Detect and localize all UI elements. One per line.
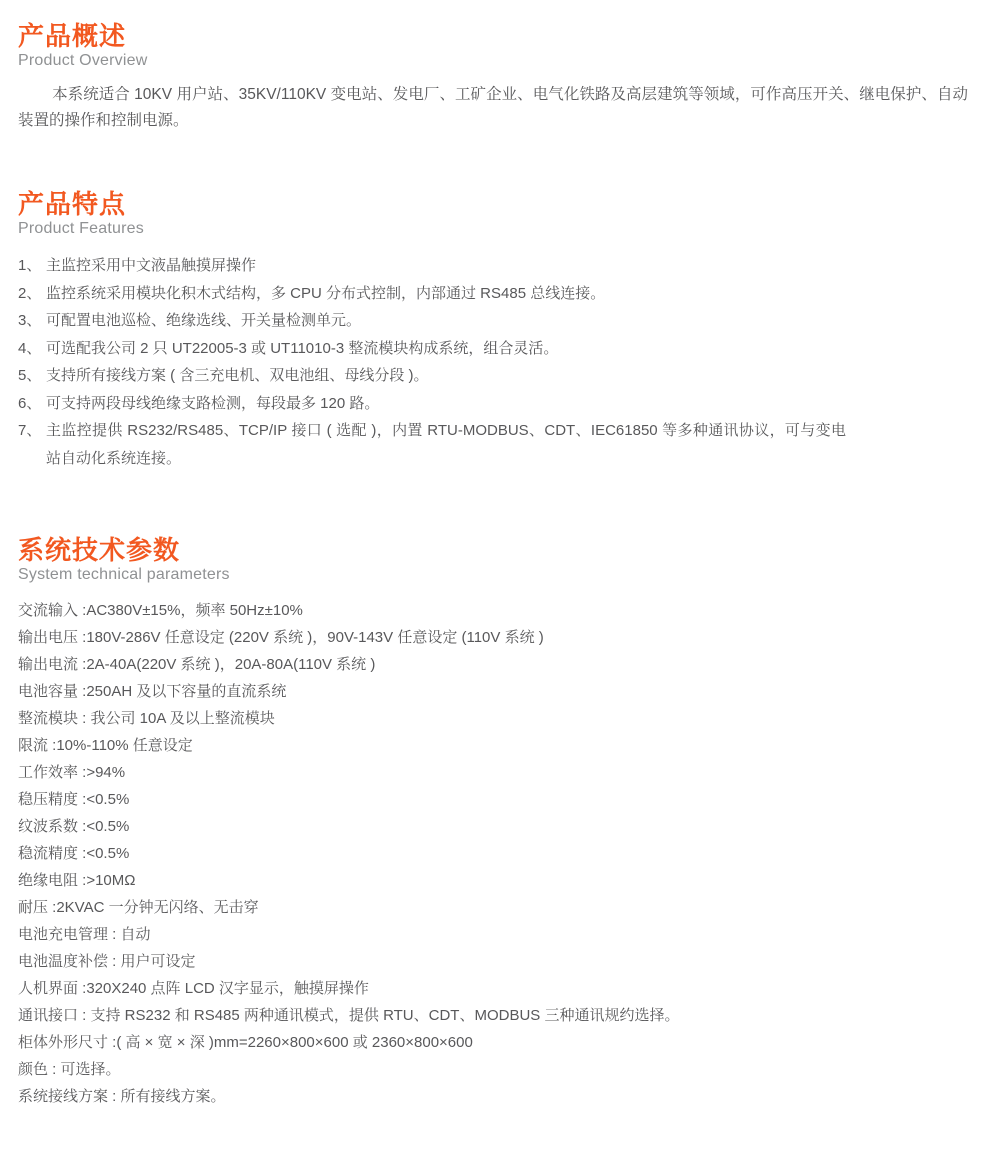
feature-number: 4、 (18, 339, 42, 357)
parameter-line: 绝缘电阻 :>10MΩ (18, 872, 136, 889)
feature-number: 3、 (18, 312, 42, 329)
section-title-overview: 产品概述 (18, 21, 127, 51)
feature-number: 6、 (18, 394, 42, 412)
parameter-list (18, 597, 968, 1110)
parameter-line: 系统接线方案 : 所有接线方案。 (18, 1088, 226, 1105)
parameter-line: 电池温度补偿 : 用户可设定 (18, 953, 196, 970)
feature-number: 5、 (18, 367, 42, 384)
parameter-line: 电池充电管理 : 自动 (18, 926, 151, 943)
section-overview (18, 22, 968, 134)
feature-item (18, 307, 968, 335)
parameter-line: 颜色 : 可选择。 (18, 1061, 121, 1078)
parameter-line: 工作效率 :>94% (18, 764, 126, 781)
parameter-line: 电池容量 :250AH 及以下容量的直流系统 (18, 683, 287, 700)
feature-item (18, 335, 968, 363)
section-features (18, 190, 968, 472)
parameter-line: 交流输入 :AC380V±15%，频率 50Hz±10% (18, 602, 303, 619)
parameter-line: 通讯接口 : 支持 RS232 和 RS485 两种通讯模式，提供 RTU、CDT、MODBUS 三种通讯规约选择。 (18, 1007, 680, 1024)
feature-item (18, 390, 968, 418)
parameter-line: 限流 :10%-110% 任意设定 (18, 737, 193, 754)
feature-text: 主监控提供 RS232/RS485、TCP/IP 接口 ( 选配 )，内置 RTU-MODBUS、CDT、IEC61850 等多种通讯协议，可与变电站自动化系统连接。 (46, 422, 846, 467)
section-subtitle-parameters: System technical parameters (18, 566, 230, 583)
feature-text: 支持所有接线方案 ( 含三充电机、双电池组、母线分段 )。 (46, 367, 429, 384)
parameter-line: 输出电压 :180V-286V 任意设定 (220V 系统 )，90V-143V 任意设定 (110V 系统 ) (18, 629, 544, 646)
section-title-features: 产品特点 (18, 189, 127, 219)
section-subtitle-features: Product Features (18, 220, 144, 237)
feature-text: 主监控采用中文液晶触摸屏操作 (46, 257, 257, 274)
parameter-line: 柜体外形尺寸 :( 高 × 宽 × 深 )mm=2260×800×600 或 2360×800×600 (18, 1034, 473, 1051)
section-parameters (18, 536, 968, 1110)
parameter-line: 输出电流 :2A-40A(220V 系统 )，20A-80A(110V 系统 ) (18, 656, 376, 673)
parameter-line: 整流模块 : 我公司 10A 及以上整流模块 (18, 710, 275, 727)
feature-text: 可支持两段母线绝缘支路检测，每段最多 120 路。 (46, 394, 380, 412)
feature-text: 可配置电池巡检、绝缘选线、开关量检测单元。 (46, 312, 362, 329)
feature-text: 监控系统采用模块化积木式结构，多 CPU 分布式控制，内部通过 RS485 总线连接。 (46, 284, 606, 302)
section-title-parameters: 系统技术参数 (18, 535, 181, 565)
feature-item (18, 280, 968, 308)
feature-number: 7、 (18, 422, 42, 439)
feature-item (18, 417, 968, 472)
feature-item (18, 252, 968, 280)
overview-paragraph: 本系统适合 10KV 用户站、35KV/110KV 变电站、发电厂、工矿企业、电气化铁路及高层建筑等领域，可作高压开关、继电保护、自动装置的操作和控制电源。 (18, 86, 968, 129)
feature-number: 1、 (18, 257, 42, 274)
feature-text: 可选配我公司 2 只 UT22005-3 或 UT11010-3 整流模块构成系统，组合灵活。 (46, 339, 559, 357)
parameter-line: 人机界面 :320X240 点阵 LCD 汉字显示，触摸屏操作 (18, 980, 369, 997)
feature-number: 2、 (18, 284, 42, 302)
parameter-line: 耐压 :2KVAC 一分钟无闪络、无击穿 (18, 899, 259, 916)
feature-list (18, 252, 968, 472)
section-subtitle-overview: Product Overview (18, 52, 148, 69)
parameter-line: 稳流精度 :<0.5% (18, 845, 130, 862)
parameter-line: 稳压精度 :<0.5% (18, 791, 130, 808)
parameter-line: 纹波系数 :<0.5% (18, 818, 130, 835)
feature-item (18, 362, 968, 390)
